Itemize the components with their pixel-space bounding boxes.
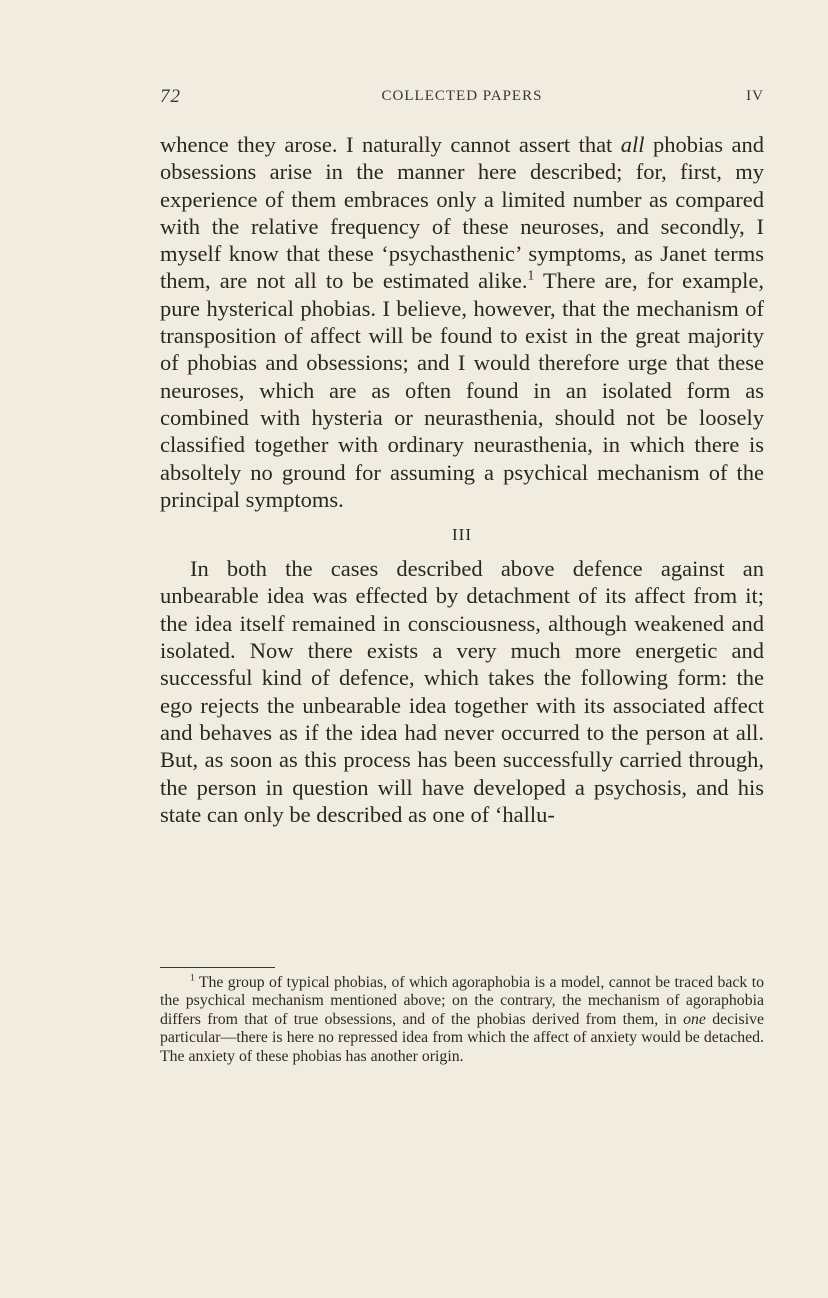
paragraph-1-text-c: There are, for example, pure hysterical phobias. I believe, however, that the mechanism of transposition of affect will be found to exist in the great majority of phobias and obsessions; and I would therefore urge that these neuroses, which are as often found in an isolated form as combined with hysteria or neurasthenia, should not be loosely classified together with ordinary neurasthenia, in which there is absoltely no ground for assuming a psychical mechanism of the principal symptoms. — [160, 268, 764, 512]
footnote — [160, 974, 764, 1066]
running-header — [160, 86, 764, 110]
page-number: 72 — [160, 86, 181, 107]
emphasis-all: all — [620, 132, 645, 157]
running-title: COLLECTED PAPERS — [381, 88, 543, 104]
footnote-reference: 1 — [527, 267, 535, 283]
footnote-rule — [160, 967, 275, 968]
section-heading: III — [452, 525, 472, 545]
paragraph-2: In both the cases described above defence against an unbearable idea was effected by detachment of its affect from it; the idea itself remained in consciousness, although weakened and isolated. Now there exists a very much more energetic and successful kind of defence, which takes the following form: the ego rejects the unbearable idea together with its associated affect and behaves as if the idea had never occurred to the person at all. But, as soon as this process has been successfully carried through, the person in question will have developed a psychosis, and his state can only be described as one of ‘hallu- — [160, 556, 764, 827]
main-text — [160, 131, 764, 828]
paragraph-1-text-a: whence they arose. I naturally cannot assert that — [160, 132, 621, 157]
footnote-marker: 1 — [190, 973, 195, 984]
footnote-text-a: The group of typical phobias, of which agoraphobia is a model, cannot be traced back to the psychical mechanism mentioned above; on the contrary, the mechanism of agoraphobia differs from that of true obsessions, and of the phobias derived from them, in — [160, 974, 764, 1028]
footnote-emphasis: one — [683, 1010, 706, 1028]
paragraph-1 — [160, 131, 764, 513]
footnote-text-b: decisive particular—there is here no repressed idea from which the affect of anxiety would be detached. The anxiety of these phobias has another origin. — [160, 1010, 764, 1065]
section-label: IV — [746, 88, 764, 104]
paragraph-1-text-b: phobias and obsessions arise in the manner here described; for, first, my experience of them embraces only a limited number as compared with the relative frequency of these neuroses, and secondly, I myself know that these ‘psychasthenic’ symptoms, as Janet terms them, are not all to be estimated alike. — [160, 132, 765, 294]
